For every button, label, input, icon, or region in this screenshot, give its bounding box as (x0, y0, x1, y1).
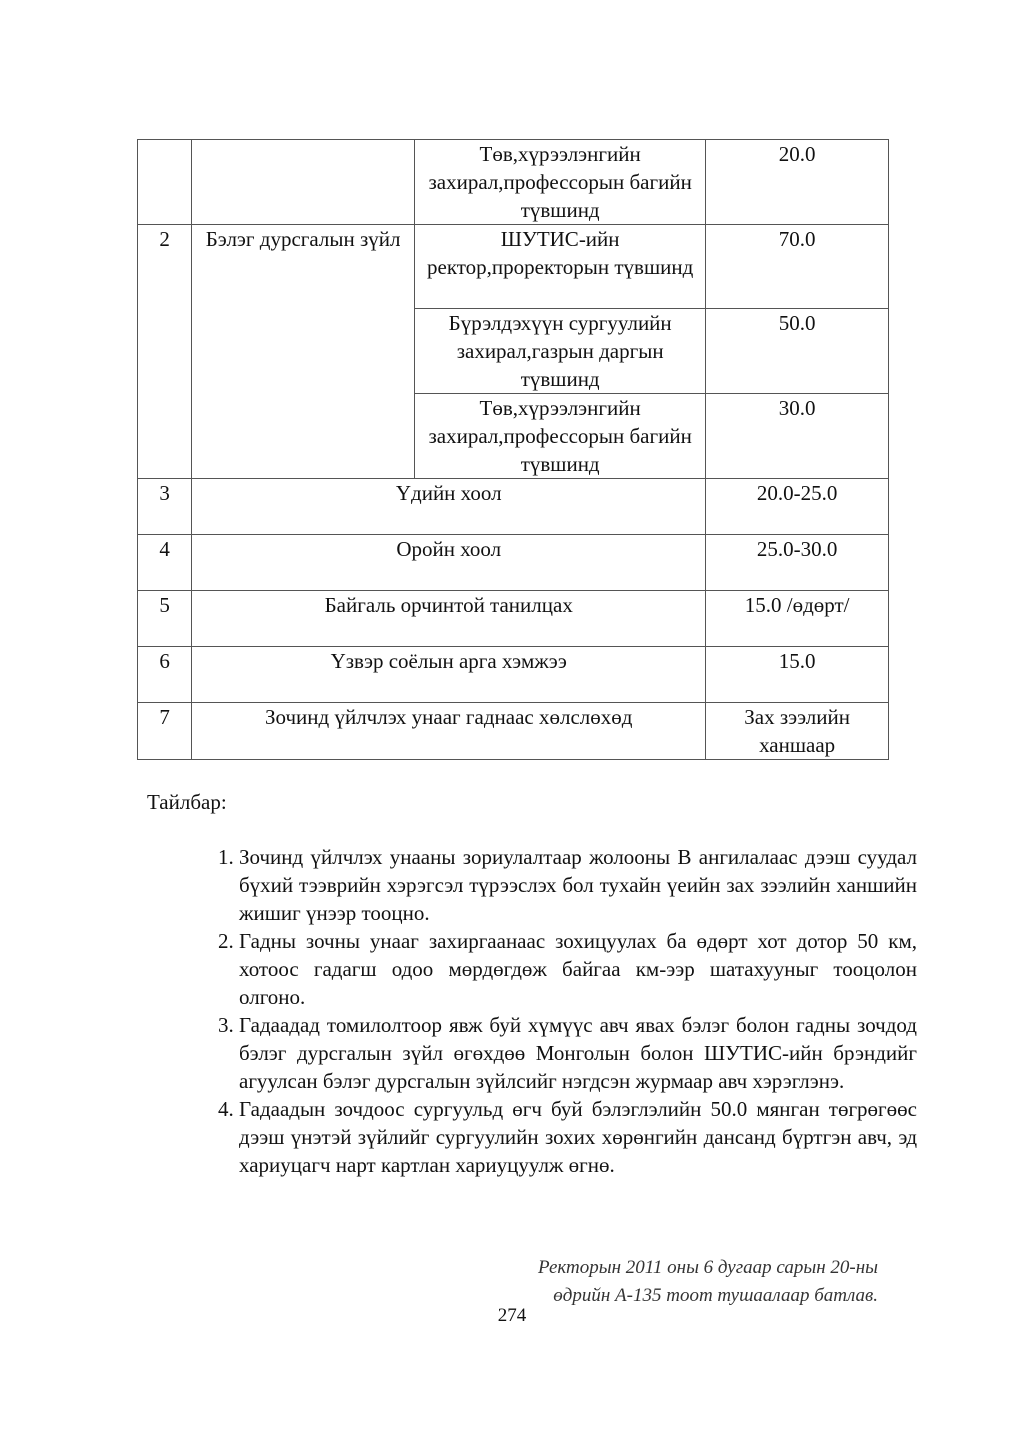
table-row (138, 140, 889, 225)
table-row (138, 479, 889, 535)
item-cell: Зочинд үйлчлэх унааг гаднаас хөлслөхөд (192, 703, 706, 760)
amount-cell: 30.0 (706, 394, 889, 479)
table-row (138, 591, 889, 647)
page-number: 274 (497, 1305, 527, 1326)
row-number-cell (138, 140, 192, 225)
item-cell: Оройн хоол (192, 535, 706, 591)
expense-table (137, 139, 889, 760)
approval-note (278, 1254, 878, 1310)
level-cell: Төв,хүрээлэнгийн захирал,профессорын багийн түвшинд (415, 140, 706, 225)
note-item: 2. Гадны зочны унааг захиргаанаас зохицуулах ба өдөрт хот дотор 50 км, хотоос гадагш одоо мөрдөгдөж байгаа км-ээр шатахууныг тооцолон олгоно. (239, 927, 917, 1011)
item-cell: Бэлэг дурсгалын зүйл (192, 225, 415, 479)
level-cell: ШУТИС-ийн ректор,проректорын түвшинд (415, 225, 706, 309)
amount-cell: 15.0 (706, 647, 889, 703)
item-cell (192, 140, 415, 225)
item-cell: Үдийн хоол (192, 479, 706, 535)
table-row (138, 647, 889, 703)
notes-list (202, 843, 917, 1179)
item-cell: Үзвэр соёлын арга хэмжээ (192, 647, 706, 703)
amount-cell: 50.0 (706, 309, 889, 394)
amount-cell: 70.0 (706, 225, 889, 309)
amount-cell: 20.0-25.0 (706, 479, 889, 535)
table-row (138, 535, 889, 591)
row-number-cell: 5 (138, 591, 192, 647)
note-item: 1. Зочинд үйлчлэх унааны зориулалтаар жолооны В ангилалаас дээш суудал бүхий тээврийн хэрэгсэл түрээслэх бол тухайн үеийн зах зээлийн ханшийн жишиг үнээр тооцно. (239, 843, 917, 927)
amount-cell: Зах зээлийн ханшаар (706, 703, 889, 760)
table-row (138, 703, 889, 760)
note-item: 3. Гадаадад томилолтоор явж буй хүмүүс авч явах бэлэг болон гадны зочдод бэлэг дурсгалын зүйл өгөхдөө Монголын болон ШУТИС-ийн брэндийг агуулсан бэлэг дурсгалын зүйлсийг нэгдсэн журмаар авч хэрэглэнэ. (239, 1011, 917, 1095)
amount-cell: 20.0 (706, 140, 889, 225)
row-number-cell: 2 (138, 225, 192, 479)
level-cell: Төв,хүрээлэнгийн захирал,профессорын багийн түвшинд (415, 394, 706, 479)
approval-line: өдрийн А-135 тоот тушаалаар батлав. (553, 1285, 878, 1306)
table-row (138, 225, 889, 309)
amount-cell: 25.0-30.0 (706, 535, 889, 591)
item-cell: Байгаль орчинтой танилцах (192, 591, 706, 647)
note-item: 4. Гадаадын зочдоос сургуульд өгч буй бэлэглэлийн 50.0 мянган төгрөгөөс дээш үнэтэй зүйлийг сургуулийн зохих хөрөнгийн дансанд бүртгэн авч, эд хариуцагч нарт картлан хариуцуулж өгнө. (239, 1095, 917, 1179)
row-number-cell: 3 (138, 479, 192, 535)
level-cell: Бүрэлдэхүүн сургуулийн захирал,газрын даргын түвшинд (415, 309, 706, 394)
amount-cell: 15.0 /өдөрт/ (706, 591, 889, 647)
row-number-cell: 6 (138, 647, 192, 703)
approval-line: Ректорын 2011 оны 6 дугаар сарын 20-ны (538, 1257, 878, 1278)
row-number-cell: 7 (138, 703, 192, 760)
row-number-cell: 4 (138, 535, 192, 591)
notes-heading: Тайлбар: (147, 790, 227, 814)
